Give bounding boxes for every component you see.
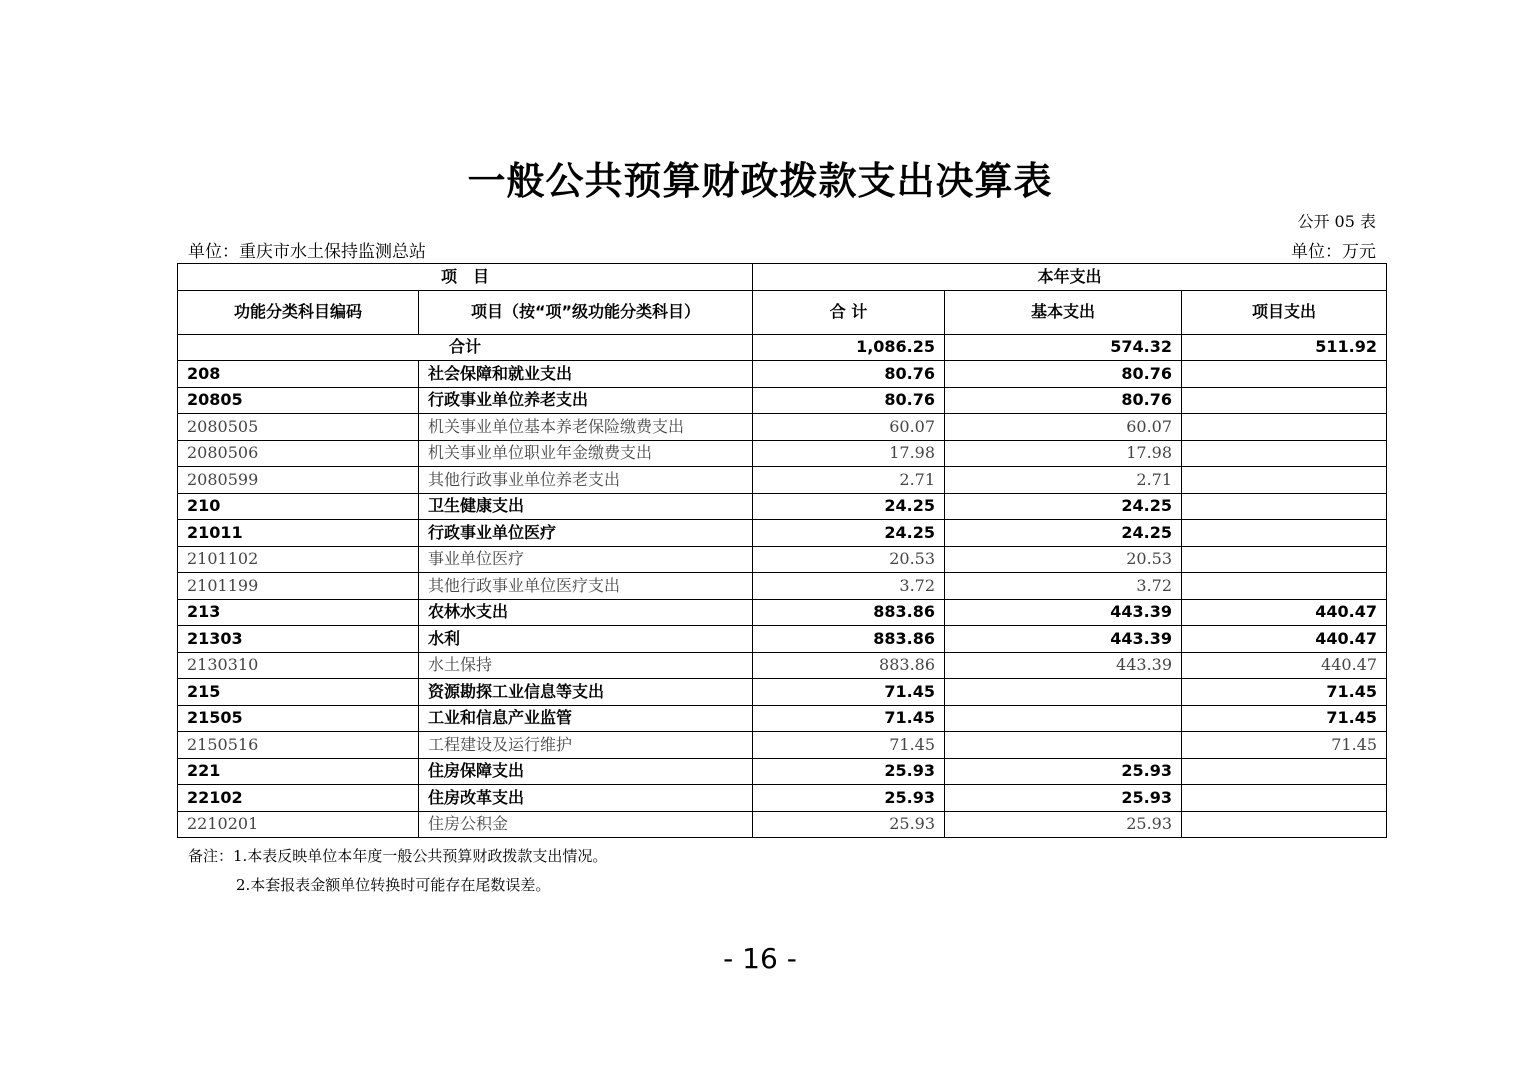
cell-total: 24.25 <box>753 493 945 520</box>
cell-name: 卫生健康支出 <box>419 493 753 520</box>
cell-code: 210 <box>178 493 419 520</box>
cell-total: 25.93 <box>753 785 945 812</box>
cell-project: 71.45 <box>1182 732 1387 759</box>
cell-basic <box>945 732 1182 759</box>
cell-code: 221 <box>178 758 419 785</box>
header-code: 功能分类科目编码 <box>178 290 419 334</box>
table-row <box>178 361 1387 388</box>
cell-name: 住房改革支出 <box>419 785 753 812</box>
unit-organization: 单位：重庆市水土保持监测总站 <box>188 242 426 262</box>
header-project: 项目支出 <box>1182 290 1387 334</box>
cell-basic: 443.39 <box>945 652 1182 679</box>
header-current-year: 本年支出 <box>753 264 1387 291</box>
cell-total: 24.25 <box>753 520 945 547</box>
cell-code: 213 <box>178 599 419 626</box>
cell-basic: 60.07 <box>945 414 1182 441</box>
table-row <box>178 546 1387 573</box>
cell-code: 2101199 <box>178 573 419 600</box>
cell-total: 71.45 <box>753 705 945 732</box>
table-row <box>178 520 1387 547</box>
page-title: 一般公共预算财政拨款支出决算表 <box>467 159 1053 203</box>
cell-basic: 80.76 <box>945 361 1182 388</box>
cell-name: 其他行政事业单位养老支出 <box>419 467 753 494</box>
cell-name: 水土保持 <box>419 652 753 679</box>
table-row <box>178 440 1387 467</box>
cell-code: 21303 <box>178 626 419 653</box>
cell-total: 25.93 <box>753 811 945 838</box>
header-row-1 <box>178 264 1387 291</box>
cell-project <box>1182 414 1387 441</box>
cell-code: 21505 <box>178 705 419 732</box>
cell-total: 60.07 <box>753 414 945 441</box>
cell-total: 883.86 <box>753 652 945 679</box>
table-row <box>178 493 1387 520</box>
table-row <box>178 387 1387 414</box>
header-item: 项 目 <box>178 264 753 291</box>
table-row <box>178 732 1387 759</box>
cell-basic: 25.93 <box>945 785 1182 812</box>
cell-name: 住房公积金 <box>419 811 753 838</box>
cell-code: 2130310 <box>178 652 419 679</box>
cell-project: 71.45 <box>1182 679 1387 706</box>
cell-project <box>1182 520 1387 547</box>
cell-project: 440.47 <box>1182 626 1387 653</box>
table-row <box>178 467 1387 494</box>
cell-total: 80.76 <box>753 361 945 388</box>
cell-total: 20.53 <box>753 546 945 573</box>
cell-project: 440.47 <box>1182 652 1387 679</box>
cell-project: 440.47 <box>1182 599 1387 626</box>
header-row-2 <box>178 290 1387 334</box>
cell-total: 883.86 <box>753 626 945 653</box>
cell-project <box>1182 440 1387 467</box>
cell-basic: 24.25 <box>945 493 1182 520</box>
cell-total: 25.93 <box>753 758 945 785</box>
cell-basic: 25.93 <box>945 811 1182 838</box>
cell-basic: 2.71 <box>945 467 1182 494</box>
table-row <box>178 705 1387 732</box>
cell-code: 215 <box>178 679 419 706</box>
notes <box>188 842 607 900</box>
cell-total: 80.76 <box>753 387 945 414</box>
table-row <box>178 599 1387 626</box>
cell-code: 2101102 <box>178 546 419 573</box>
cell-name: 机关事业单位职业年金缴费支出 <box>419 440 753 467</box>
cell-name: 社会保障和就业支出 <box>419 361 753 388</box>
cell-total: 3.72 <box>753 573 945 600</box>
cell-project <box>1182 758 1387 785</box>
table-row <box>178 626 1387 653</box>
total-basic: 574.32 <box>945 334 1182 361</box>
table-row <box>178 785 1387 812</box>
cell-project <box>1182 785 1387 812</box>
total-row <box>178 334 1387 361</box>
form-number: 公开 05 表 <box>1297 212 1376 231</box>
unit-currency: 单位：万元 <box>1291 242 1376 262</box>
cell-code: 22102 <box>178 785 419 812</box>
page-number: - 16 - <box>723 942 797 975</box>
cell-name: 事业单位医疗 <box>419 546 753 573</box>
cell-name: 其他行政事业单位医疗支出 <box>419 573 753 600</box>
cell-name: 工程建设及运行维护 <box>419 732 753 759</box>
note-2: 2.本套报表金额单位转换时可能存在尾数误差。 <box>236 876 551 894</box>
note-1: 备注：1.本表反映单位本年度一般公共预算财政拨款支出情况。 <box>188 847 608 865</box>
table-row <box>178 758 1387 785</box>
cell-total: 2.71 <box>753 467 945 494</box>
cell-code: 2080506 <box>178 440 419 467</box>
cell-total: 883.86 <box>753 599 945 626</box>
cell-project <box>1182 811 1387 838</box>
cell-name: 农林水支出 <box>419 599 753 626</box>
cell-project <box>1182 467 1387 494</box>
cell-basic: 24.25 <box>945 520 1182 547</box>
cell-total: 17.98 <box>753 440 945 467</box>
cell-code: 2210201 <box>178 811 419 838</box>
cell-name: 行政事业单位医疗 <box>419 520 753 547</box>
cell-project <box>1182 387 1387 414</box>
cell-basic: 443.39 <box>945 599 1182 626</box>
cell-total: 71.45 <box>753 679 945 706</box>
table-row <box>178 573 1387 600</box>
cell-name: 住房保障支出 <box>419 758 753 785</box>
cell-code: 2080505 <box>178 414 419 441</box>
table-row <box>178 414 1387 441</box>
cell-code: 2080599 <box>178 467 419 494</box>
cell-name: 工业和信息产业监管 <box>419 705 753 732</box>
table-row <box>178 652 1387 679</box>
cell-basic: 20.53 <box>945 546 1182 573</box>
total-project: 511.92 <box>1182 334 1387 361</box>
cell-project <box>1182 546 1387 573</box>
cell-basic <box>945 679 1182 706</box>
total-label: 合计 <box>178 334 753 361</box>
cell-code: 21011 <box>178 520 419 547</box>
table-row <box>178 679 1387 706</box>
cell-name: 行政事业单位养老支出 <box>419 387 753 414</box>
table-row <box>178 811 1387 838</box>
cell-basic <box>945 705 1182 732</box>
header-basic: 基本支出 <box>945 290 1182 334</box>
header-total: 合 计 <box>753 290 945 334</box>
cell-project <box>1182 493 1387 520</box>
cell-code: 2150516 <box>178 732 419 759</box>
budget-table <box>177 263 1387 838</box>
cell-basic: 443.39 <box>945 626 1182 653</box>
cell-code: 208 <box>178 361 419 388</box>
header-name: 项目（按“项”级功能分类科目） <box>419 290 753 334</box>
cell-project <box>1182 573 1387 600</box>
cell-project: 71.45 <box>1182 705 1387 732</box>
cell-name: 水利 <box>419 626 753 653</box>
cell-code: 20805 <box>178 387 419 414</box>
cell-basic: 25.93 <box>945 758 1182 785</box>
cell-project <box>1182 361 1387 388</box>
total-amount: 1,086.25 <box>753 334 945 361</box>
cell-total: 71.45 <box>753 732 945 759</box>
cell-basic: 3.72 <box>945 573 1182 600</box>
cell-basic: 80.76 <box>945 387 1182 414</box>
cell-name: 机关事业单位基本养老保险缴费支出 <box>419 414 753 441</box>
cell-basic: 17.98 <box>945 440 1182 467</box>
cell-name: 资源勘探工业信息等支出 <box>419 679 753 706</box>
